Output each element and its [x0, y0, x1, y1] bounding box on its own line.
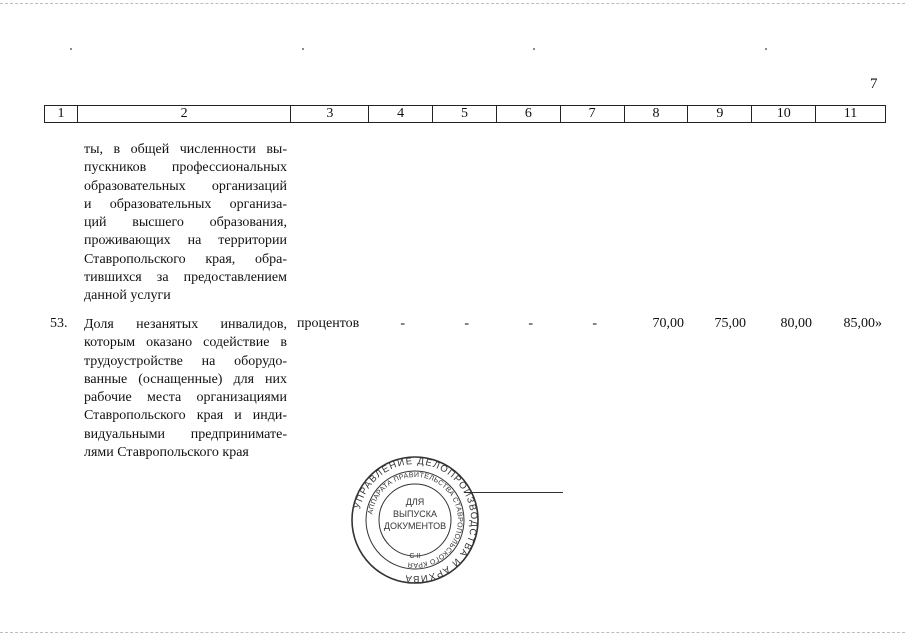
- text-line: Ставропольского края, обра-: [84, 251, 287, 267]
- value-col-9: 75,00: [714, 316, 746, 331]
- header-cell-10: 10: [752, 106, 816, 122]
- text-line: видуальными предпринимате-: [84, 426, 287, 442]
- text-line: рабочие места организациями: [84, 390, 287, 406]
- header-cell-4: 4: [369, 106, 433, 122]
- text-line: которым оказано содействие в: [84, 335, 287, 351]
- text-line: тившихся за предоставлением: [84, 270, 287, 286]
- text-line: и образовательных организа-: [84, 196, 287, 212]
- page-number: 7: [870, 76, 878, 92]
- value-col-8: 70,00: [652, 316, 684, 331]
- stamp-code: С-II: [409, 553, 421, 560]
- scan-edge-top: [0, 3, 905, 4]
- header-cell-7: 7: [561, 106, 625, 122]
- scan-dot: [765, 48, 767, 50]
- official-stamp: [350, 455, 480, 585]
- scan-edge-bottom: [0, 632, 905, 633]
- header-cell-11: 11: [843, 106, 858, 121]
- header-cell-5: 5: [433, 106, 497, 122]
- value-col-5: -: [464, 316, 469, 331]
- signature-line: [464, 492, 563, 493]
- header-cell-8: 8: [625, 106, 689, 122]
- stamp-center-line: ВЫПУСКА: [393, 509, 437, 519]
- value-col-11: 85,00»: [843, 316, 882, 331]
- text-line: лями Ставропольского края: [84, 445, 249, 461]
- scan-dot: [533, 48, 535, 50]
- text-line: ты, в общей численности вы-: [84, 142, 287, 157]
- stamp-center-line: ДЛЯ: [405, 497, 425, 507]
- text-line: Ставропольского края и инди-: [84, 408, 287, 424]
- text-line: пускников профессиональных: [84, 160, 287, 176]
- header-cell-9: 9: [688, 106, 752, 122]
- scan-dot: [70, 48, 72, 50]
- text-line: образовательных организаций: [84, 178, 287, 194]
- header-cell-2: 2: [78, 106, 291, 122]
- value-col-7: -: [592, 316, 597, 331]
- stamp-center-line: ДОКУМЕНТОВ: [383, 521, 447, 531]
- stamp-inner-text: АППАРАТА ПРАВИТЕЛЬСТВА СТАВРОПОЛЬСКОГО КРАЯ: [367, 471, 464, 569]
- value-col-6: -: [528, 316, 533, 331]
- row-number: 53.: [50, 316, 68, 331]
- stamp-outer-text: УПРАВЛЕНИЕ ДЕЛОПРОИЗВОДСТВА И АРХИВА: [352, 455, 480, 585]
- text-line: Доля незанятых инвалидов,: [84, 317, 287, 332]
- text-line: ванные (оснащенные) для них: [84, 371, 287, 387]
- indicator-text-53: [84, 316, 287, 462]
- text-line: ций высшего образования,: [84, 215, 287, 231]
- text-line: трудоустройстве на оборудо-: [84, 353, 287, 369]
- text-line: проживающих на территории: [84, 233, 287, 249]
- unit-of-measure: процентов: [297, 316, 360, 331]
- text-line: данной услуги: [84, 288, 171, 304]
- value-col-10: 80,00: [780, 316, 812, 331]
- header-cell-1: 1: [45, 106, 78, 122]
- header-cell-6: 6: [497, 106, 561, 122]
- value-col-4: -: [400, 316, 405, 331]
- header-cell-3: 3: [291, 106, 369, 122]
- scan-dot: [302, 48, 304, 50]
- table-header-row: [44, 105, 886, 123]
- continued-indicator-text: [84, 141, 287, 306]
